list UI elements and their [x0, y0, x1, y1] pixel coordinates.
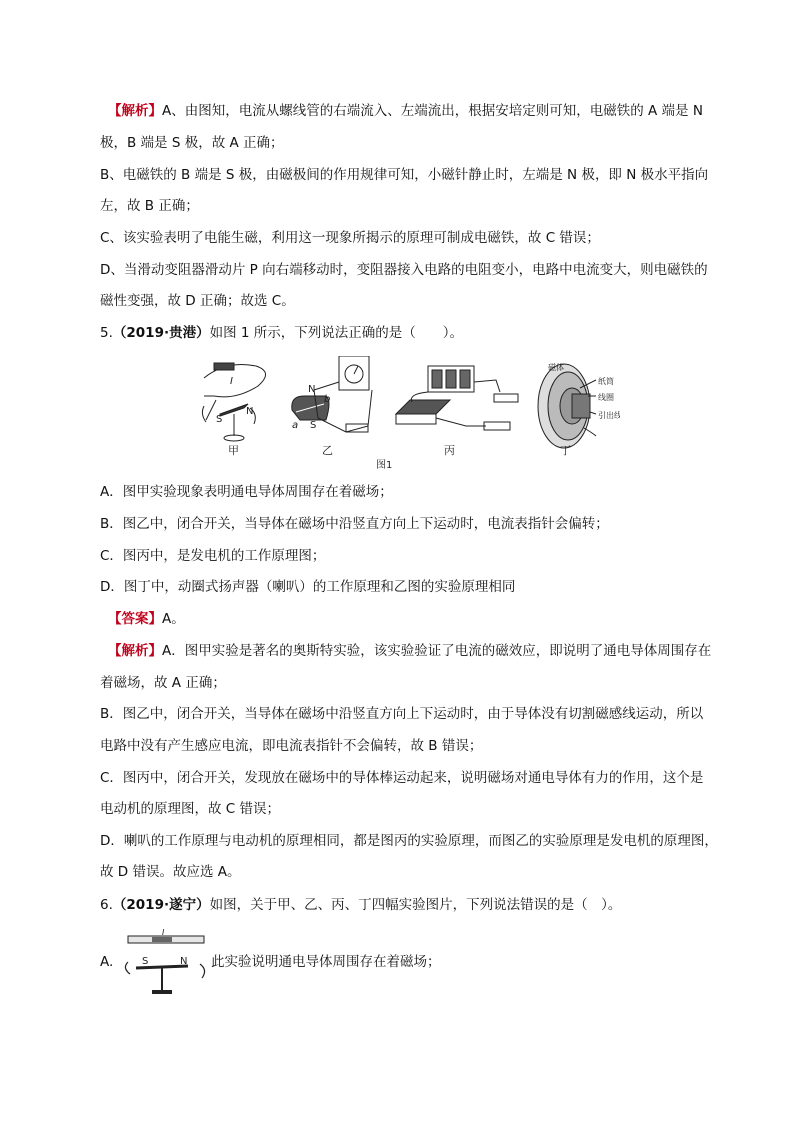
q6-stem-text: 如图，关于甲、乙、丙、丁四幅实验图片，下列说法错误的是（ ）。: [209, 897, 622, 913]
yi-a-label: a: [292, 420, 299, 431]
q6-s-label: S: [142, 956, 149, 967]
yi-b-label: b: [324, 394, 331, 405]
q5-stem-text: 如图 1 所示，下列说法正确的是（ ）。: [209, 325, 464, 341]
q5-analysis-line-1: [108, 641, 711, 661]
q5-option-a: A．图甲实验现象表明通电导体周围存在着磁场；: [100, 484, 393, 500]
q5-analysis-text-1: A．图甲实验是著名的奥斯特实验，该实验验证了电流的磁效应，即说明了通电导体周围存在: [162, 643, 712, 659]
q5-stem: [100, 323, 463, 343]
q6-oersted-drawing: [122, 928, 208, 1000]
q5-analysis-line-3: B．图乙中，闭合开关，当导体在磁场中沿竖直方向上下运动时，由于导体没有切割磁感线运动，所以: [100, 706, 704, 722]
ding-lead-label: 引出线: [598, 411, 620, 420]
q5-option-b: B．图乙中，闭合开关，当导体在磁场中沿竖直方向上下运动时，电流表指针会偏转；: [100, 516, 609, 532]
panel-yi-caption: 乙: [322, 444, 333, 457]
q5-option-c: C．图丙中，是发电机的工作原理图；: [100, 548, 326, 564]
jia-i-label: I: [230, 376, 233, 387]
analysis-tag: 【解析】: [108, 643, 162, 659]
panel-ding-drawing: [538, 364, 596, 448]
jia-n-label: N: [246, 406, 254, 417]
q4-analysis-line-5: C、该实验表明了电能生磁，利用这一现象所揭示的原理可制成电磁铁，故 C 错误；: [100, 230, 600, 246]
q5-figure: [196, 356, 620, 470]
q6-i-label: I: [162, 928, 165, 937]
q5-analysis-line-2: 着磁场，故 A 正确；: [100, 675, 226, 691]
answer-value: A。: [162, 611, 185, 627]
ding-coil-label: 线圈: [598, 393, 614, 402]
q4-analysis-line-1: [108, 101, 703, 121]
q5-number: 5.: [100, 325, 113, 341]
q5-analysis-line-5: C．图丙中，闭合开关，发现放在磁场中的导体棒运动起来，说明磁场对通电导体有力的作用，这个是: [100, 770, 704, 786]
q6-source: （2019·遂宁）: [112, 897, 210, 913]
q5-figure-drawing: [196, 356, 620, 470]
yi-n-label: N: [308, 384, 316, 395]
jia-s-label: S: [216, 414, 223, 425]
panel-yi-drawing: [292, 356, 372, 432]
q5-source: （2019·贵港）: [112, 325, 210, 341]
panel-ding-caption: 丁: [560, 444, 571, 457]
analysis-tag: 【解析】: [108, 103, 162, 119]
q5-analysis-line-8: 故 D 错误。故应选 A。: [100, 864, 241, 880]
q4-analysis-line-4: 左，故 B 正确；: [100, 198, 199, 214]
answer-tag: 【答案】: [108, 611, 162, 627]
q5-analysis-line-7: D．喇叭的工作原理与电动机的原理相同，都是图丙的实验原理，而图乙的实验原理是发电机的原理图，: [100, 833, 718, 849]
figure-caption: 图1: [376, 460, 393, 470]
panel-bing-drawing: [396, 366, 518, 430]
q5-analysis-line-4: 电路中没有产生感应电流，即电流表指针不会偏转，故 B 错误；: [100, 738, 483, 754]
ding-paper-cone-label: 纸筒: [598, 377, 614, 386]
yi-s-label: S: [310, 420, 317, 431]
ding-magnet-label: 磁体: [548, 363, 564, 372]
q5-analysis-line-6: 电动机的原理图，故 C 错误；: [100, 801, 281, 817]
q6-stem: [100, 895, 621, 915]
q4-analysis-line-2: 极，B 端是 S 极，故 A 正确；: [100, 135, 284, 151]
q6-option-a-text: 此实验说明通电导体周围存在着磁场；: [211, 954, 441, 970]
q5-option-d: D．图丁中，动圈式扬声器（喇叭）的工作原理和乙图的实验原理相同: [100, 579, 516, 595]
q4-analysis-line-7: 磁性变强，故 D 正确；故选 C。: [100, 293, 295, 309]
panel-jia-drawing: [202, 363, 265, 441]
q4-analysis-line-3: B、电磁铁的 B 端是 S 极，由磁极间的作用规律可知，小磁针静止时，左端是 N 极，即 N 极水平指向: [100, 167, 709, 183]
panel-bing-caption: 丙: [444, 444, 455, 457]
q4-analysis-line-6: D、当滑动变阻器滑动片 P 向右端移动时，变阻器接入电路的电阻变小，电路中电流变大，则电磁铁的: [100, 262, 708, 278]
q6-option-a-label: A.: [100, 954, 114, 970]
q4-analysis-text-1: A、由图知，电流从螺线管的右端流入、左端流出，根据安培定则可知，电磁铁的 A 端是 N: [162, 103, 703, 119]
q6-number: 6.: [100, 897, 113, 913]
q6-option-a-figure: [122, 928, 208, 1000]
q6-n-label: N: [180, 956, 188, 967]
panel-jia-caption: 甲: [228, 444, 239, 457]
q5-answer: [108, 609, 185, 629]
